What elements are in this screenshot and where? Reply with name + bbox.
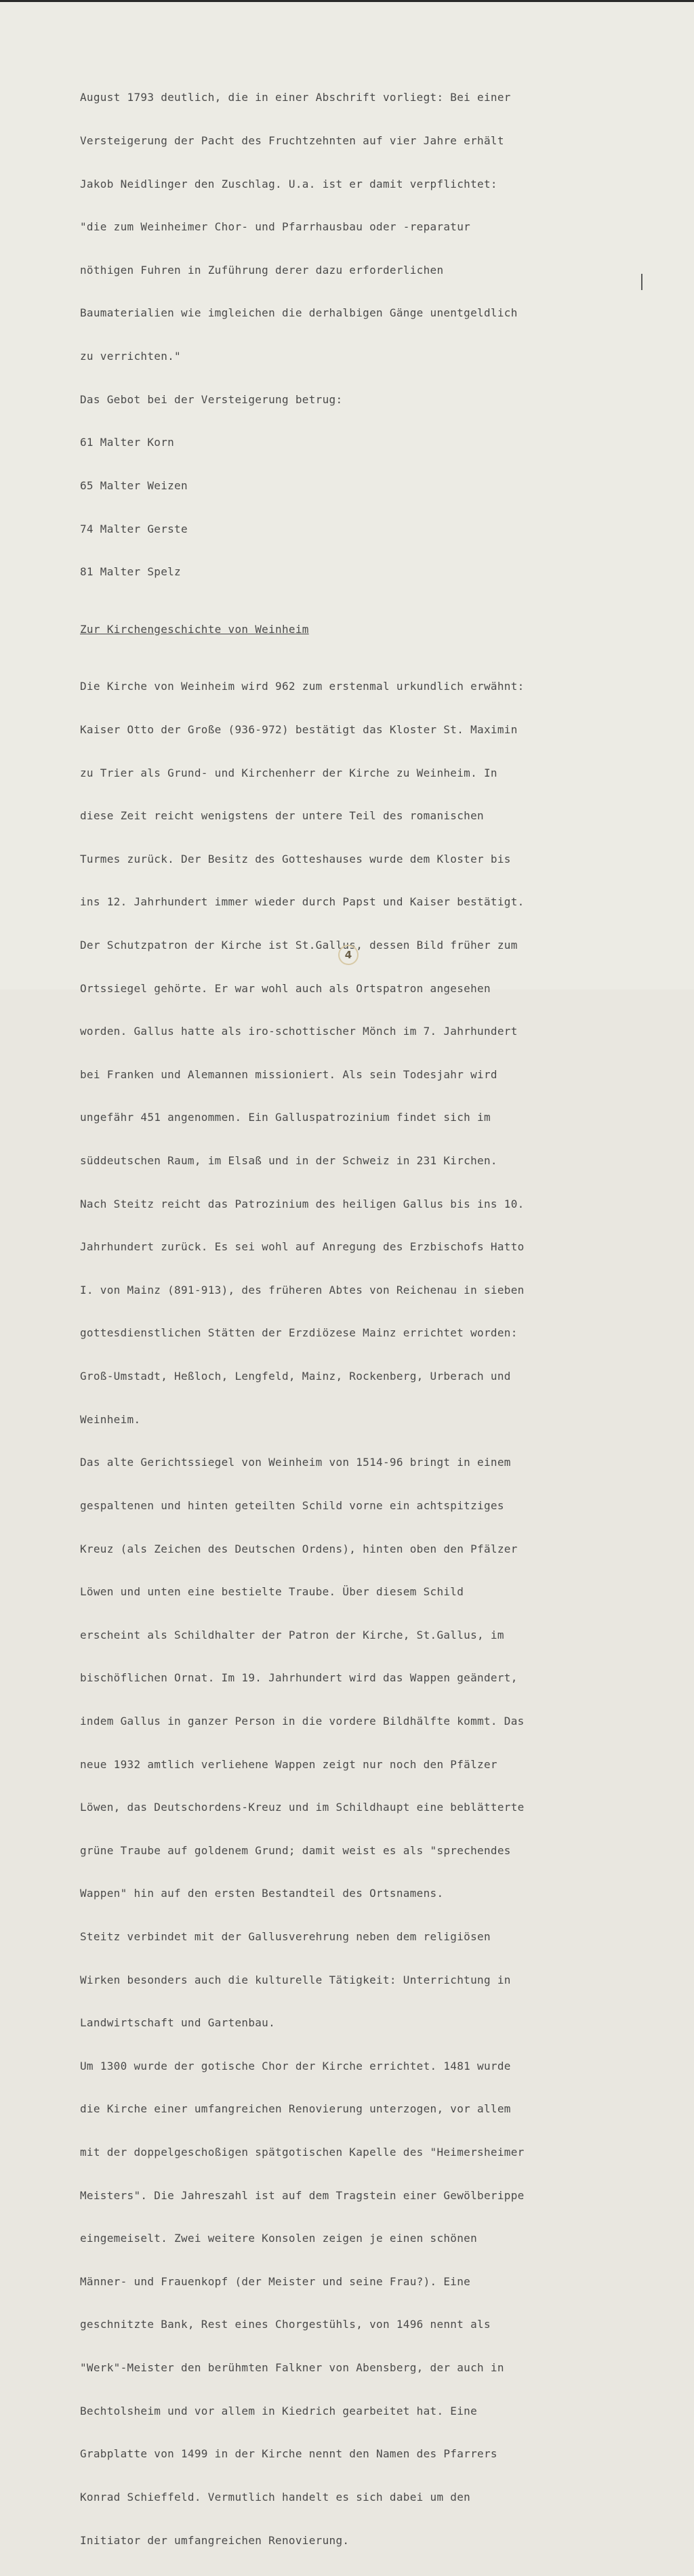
text-line: diese Zeit reicht wenigstens der untere Teil des romanischen — [80, 809, 484, 823]
text-line: bei Franken und Alemannen missioniert. Als sein Todesjahr wird — [80, 1067, 497, 1081]
text-line: Konrad Schieffeld. Vermutlich handelt es sich dabei um den — [80, 2490, 471, 2503]
text-line: Löwen, das Deutschordens-Kreuz und im Schildhaupt eine beblätterte — [80, 1801, 525, 1814]
text-line: nöthigen Fuhren in Zuführung derer dazu erforderlichen — [80, 263, 444, 277]
text-line: worden. Gallus hatte als iro-schottischer Mönch im 7. Jahrhundert — [80, 1025, 518, 1038]
text-line: Die Kirche von Weinheim wird 962 zum erstenmal urkundlich erwähnt: — [80, 680, 525, 693]
text-line: Meisters". Die Jahreszahl ist auf dem Tragstein einer Gewölberippe — [80, 2188, 525, 2202]
intro-section — [80, 62, 649, 608]
text-line: grüne Traube auf goldenem Grund; damit weist es als "sprechendes — [80, 1843, 511, 1857]
text-line: gespaltenen und hinten geteilten Schild vorne ein achtspitziges — [80, 1498, 504, 1512]
text-line: "Werk"-Meister den berühmten Falkner von Abensberg, der auch in — [80, 2361, 504, 2375]
text-line: Landwirtschaft und Gartenbau. — [80, 2016, 276, 2030]
text-line: die Kirche einer umfangreichen Renovierung unterzogen, vor allem — [80, 2102, 511, 2116]
section-heading: Zur Kirchengeschichte von Weinheim — [80, 622, 309, 636]
text-line: Initiator der umfangreichen Renovierung. — [80, 2533, 350, 2547]
text-line: Wirken besonders auch die kulturelle Tätigkeit: Unterrichtung in — [80, 1973, 511, 1986]
text-line: Steitz verbindet mit der Gallusverehrung neben dem religiösen — [80, 1930, 491, 1943]
text-line: Der Schutzpatron der Kirche ist St.Gallus, dessen Bild früher zum — [80, 938, 518, 952]
text-line: Grabplatte von 1499 in der Kirche nennt den Namen des Pfarrers — [80, 2447, 497, 2461]
text-line: 81 Malter Spelz — [80, 565, 181, 579]
text-line: 61 Malter Korn — [80, 436, 175, 449]
text-line: süddeutschen Raum, im Elsaß und in der Schweiz in 231 Kirchen. — [80, 1154, 497, 1168]
text-line: mit der doppelgeschoßigen spätgotischen Kapelle des "Heimersheimer — [80, 2146, 525, 2159]
text-line: eingemeiselt. Zwei weitere Konsolen zeigen je einen schönen — [80, 2232, 478, 2245]
text-line: 74 Malter Gerste — [80, 522, 188, 535]
text-line: August 1793 deutlich, die in einer Abschrift vorliegt: Bei einer — [80, 91, 511, 104]
text-line: Jahrhundert zurück. Es sei wohl auf Anregung des Erzbischofs Hatto — [80, 1240, 525, 1254]
document-text — [80, 62, 649, 2576]
text-line: Baumaterialien wie imgleichen die derhalbigen Gänge unentgeldlich — [80, 306, 518, 320]
text-line: zu Trier als Grund- und Kirchenherr der Kirche zu Weinheim. In — [80, 766, 497, 779]
text-line: bischöflichen Ornat. Im 19. Jahrhundert wird das Wappen geändert, — [80, 1671, 518, 1685]
text-line: Kreuz (als Zeichen des Deutschen Ordens), hinten oben den Pfälzer — [80, 1542, 518, 1555]
text-line: neue 1932 amtlich verliehene Wappen zeigt nur noch den Pfälzer — [80, 1757, 497, 1771]
text-line: gottesdienstlichen Stätten der Erzdiözese Mainz errichtet worden: — [80, 1326, 518, 1340]
text-line: Männer- und Frauenkopf (der Meister und seine Frau?). Eine — [80, 2274, 471, 2288]
text-line: "die zum Weinheimer Chor- und Pfarrhausbau oder -reparatur — [80, 220, 471, 234]
text-line: I. von Mainz (891-913), des früheren Abtes von Reichenau in sieben — [80, 1283, 525, 1296]
top-edge-line — [0, 0, 694, 2]
text-line: erscheint als Schildhalter der Patron der Kirche, St.Gallus, im — [80, 1628, 504, 1641]
text-line: Groß-Umstadt, Heßloch, Lengfeld, Mainz, Rockenberg, Urberach und — [80, 1370, 511, 1383]
margin-mark — [641, 274, 642, 290]
text-line: ungefähr 451 angenommen. Ein Galluspatrozinium findet sich im — [80, 1111, 491, 1124]
page-number: 4 — [338, 945, 359, 965]
text-line: Versteigerung der Pacht des Fruchtzehnten auf vier Jahre erhält — [80, 134, 504, 148]
text-line: Ortssiegel gehörte. Er war wohl auch als Ortspatron angesehen — [80, 981, 491, 995]
text-line: Das Gebot bei der Versteigerung betrug: — [80, 392, 343, 406]
text-line: Kaiser Otto der Große (936-972) bestätigt das Kloster St. Maximin — [80, 722, 518, 736]
text-line: Um 1300 wurde der gotische Chor der Kirche errichtet. 1481 wurde — [80, 2059, 511, 2072]
body-section — [80, 651, 649, 2576]
text-line: Nach Steitz reicht das Patrozinium des heiligen Gallus bis ins 10. — [80, 1197, 525, 1210]
text-line: Turmes zurück. Der Besitz des Gotteshauses wurde dem Kloster bis — [80, 852, 511, 865]
text-line: 65 Malter Weizen — [80, 478, 188, 492]
text-line: zu verrichten." — [80, 350, 181, 363]
text-line: geschnitzte Bank, Rest eines Chorgestühls, von 1496 nennt als — [80, 2318, 491, 2331]
text-line: Wappen" hin auf den ersten Bestandteil des Ortsnamens. — [80, 1887, 444, 1900]
text-line: Das alte Gerichtssiegel von Weinheim von 1514-96 bringt in einem — [80, 1456, 511, 1469]
text-line: Jakob Neidlinger den Zuschlag. U.a. ist er damit verpflichtet: — [80, 177, 497, 190]
text-line: Weinheim. — [80, 1412, 141, 1426]
text-line: indem Gallus in ganzer Person in die vordere Bildhälfte kommt. Das — [80, 1714, 525, 1727]
text-line: ins 12. Jahrhundert immer wieder durch Papst und Kaiser bestätigt. — [80, 895, 525, 909]
text-line: Löwen und unten eine bestielte Traube. Über diesem Schild — [80, 1585, 464, 1599]
text-line: Bechtolsheim und vor allem in Kiedrich gearbeitet hat. Eine — [80, 2404, 478, 2417]
